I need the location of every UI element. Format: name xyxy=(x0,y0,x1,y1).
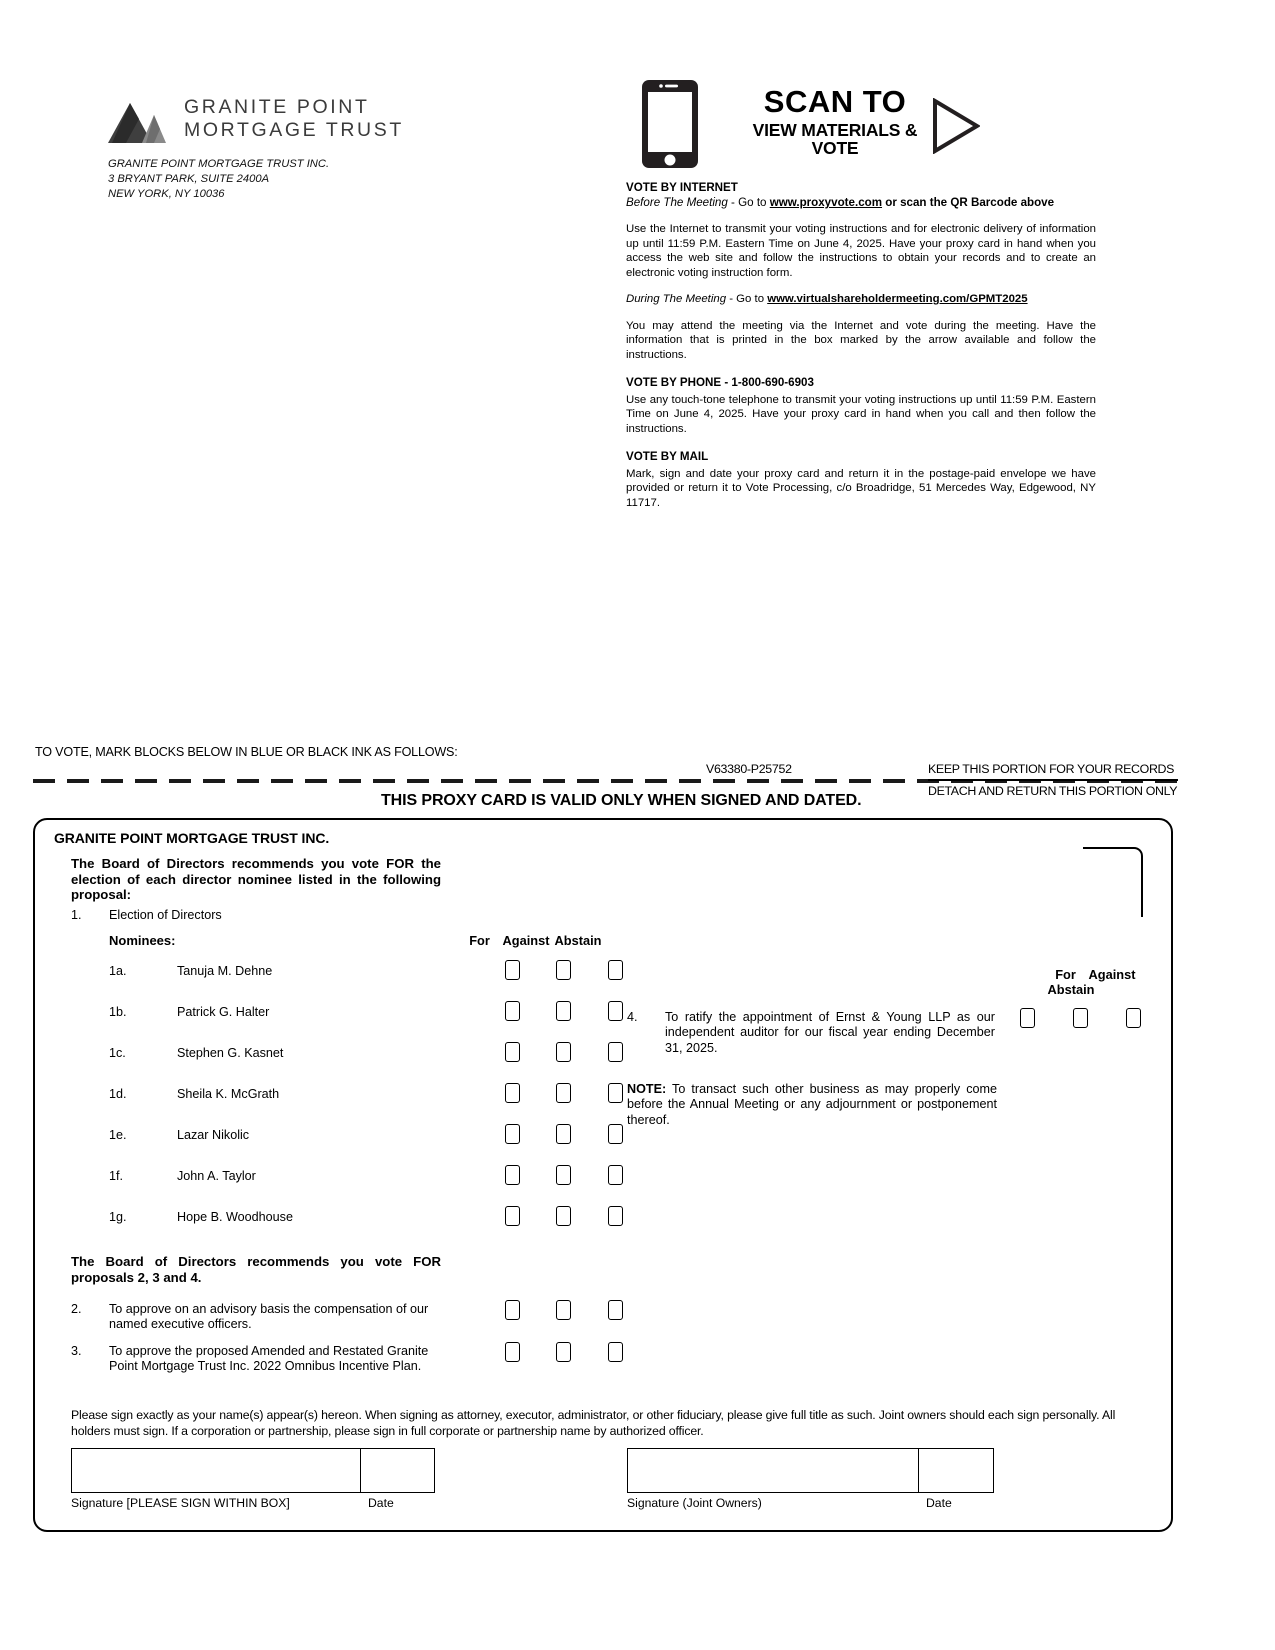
vote-boxes xyxy=(505,1124,623,1149)
nominee-key: 1b. xyxy=(109,1005,127,1019)
control-number: V63380-P25752 xyxy=(706,762,792,776)
mountain-logo-icon xyxy=(108,95,170,143)
company-logo-block xyxy=(108,95,528,202)
signature-joint-label: Signature (Joint Owners) xyxy=(627,1496,762,1510)
proxyvote-url-link[interactable]: www.proxyvote.com xyxy=(769,196,883,210)
vote-checkbox-for[interactable] xyxy=(505,1124,520,1144)
triangle-arrow-icon xyxy=(932,98,980,154)
nominee-name: Stephen G. Kasnet xyxy=(177,1046,284,1060)
proposal-4-number: 4. xyxy=(627,1010,638,1024)
note-text-block xyxy=(627,1082,997,1128)
proposal-2-text: To approve on an advisory basis the compensation of our named executive officers. xyxy=(109,1302,429,1332)
vote-by-mail-heading: VOTE BY MAIL xyxy=(626,450,709,464)
table-row xyxy=(109,1042,669,1083)
during-meeting-body: You may attend the meeting via the Internet and vote during the meeting. Have the information that is printed in the box marked by the arrow available and follow the instructions. xyxy=(626,319,1096,361)
note-text: To transact such other business as may properly come before the Annual Meeting or any adjournment or postponement thereof. xyxy=(627,1082,997,1127)
signature-field[interactable] xyxy=(71,1448,361,1493)
during-meeting-line xyxy=(626,292,1096,306)
scan-to-title: SCAN TO xyxy=(763,84,907,119)
keep-portion-label: KEEP THIS PORTION FOR YOUR RECORDS xyxy=(928,762,1175,776)
vote-checkbox-against[interactable] xyxy=(556,1165,571,1185)
table-row xyxy=(109,1206,669,1247)
before-meeting-suffix: or scan the QR Barcode above xyxy=(882,196,1055,210)
signature-labels xyxy=(627,1496,994,1512)
vote-checkbox-against[interactable] xyxy=(556,1001,571,1021)
vote-by-phone-heading: VOTE BY PHONE - 1-800-690-6903 xyxy=(626,376,814,389)
during-meeting-label: During The Meeting xyxy=(626,293,727,306)
table-row xyxy=(109,1165,669,1206)
column-header-abstain: Abstain xyxy=(554,933,602,948)
mobile-phone-icon xyxy=(640,78,700,170)
nominee-name: Tanuja M. Dehne xyxy=(177,964,273,978)
column-header-for: For xyxy=(469,933,490,948)
date-label: Date xyxy=(368,1496,394,1510)
vote-checkbox-abstain[interactable] xyxy=(608,1042,623,1062)
vote-checkbox-abstain[interactable] xyxy=(608,1001,623,1021)
vote-checkbox-for[interactable] xyxy=(505,960,520,980)
proposal-3-text: To approve the proposed Amended and Restated Granite Point Mortgage Trust Inc. 2022 Omnibus Incentive Plan. xyxy=(109,1344,429,1374)
vote-checkbox-for[interactable] xyxy=(505,1165,520,1185)
nominee-key: 1e. xyxy=(109,1128,127,1142)
mail-instructions-body: Mark, sign and date your proxy card and return it in the postage-paid envelope we have provided or return it to Vote Processing, c/o Broadridge, 51 Mercedes Way, Edgewood, NY 11717. xyxy=(626,467,1096,509)
vote-checkbox-abstain[interactable] xyxy=(1126,1008,1141,1028)
vote-checkbox-abstain[interactable] xyxy=(608,1300,623,1320)
signature-label: Signature [PLEASE SIGN WITHIN BOX] xyxy=(71,1496,290,1510)
scan-banner-text xyxy=(740,86,930,157)
vote-checkbox-against[interactable] xyxy=(556,1042,571,1062)
column-header-abstain: Abstain xyxy=(1047,982,1095,997)
nominee-key: 1g. xyxy=(109,1210,127,1224)
vote-checkbox-against[interactable] xyxy=(556,1300,571,1320)
vote-boxes xyxy=(505,1342,623,1367)
proxy-card xyxy=(33,818,1173,1532)
vote-checkbox-abstain[interactable] xyxy=(608,960,623,980)
vote-checkbox-for[interactable] xyxy=(505,1042,520,1062)
date-field[interactable] xyxy=(360,1448,435,1493)
vote-checkbox-for[interactable] xyxy=(505,1083,520,1103)
nominee-name: Patrick G. Halter xyxy=(177,1005,270,1019)
vote-boxes xyxy=(505,1206,623,1231)
detach-portion-label: DETACH AND RETURN THIS PORTION ONLY xyxy=(928,784,1178,798)
vote-column-headers-right xyxy=(1045,967,1171,997)
logo-line-2: MORTGAGE TRUST xyxy=(184,119,404,141)
vote-boxes xyxy=(505,1300,623,1325)
date-joint-label: Date xyxy=(926,1496,952,1510)
vote-by-internet-heading: VOTE BY INTERNET xyxy=(626,181,738,194)
proposal-4-text: To ratify the appointment of Ernst & Young LLP as our independent auditor for our fiscal year ending December 31, 2025. xyxy=(665,1010,995,1055)
note-label: NOTE: xyxy=(627,1082,667,1096)
column-header-against: Against xyxy=(1088,967,1136,982)
nominees-label: Nominees: xyxy=(109,933,176,948)
nominee-name: Hope B. Woodhouse xyxy=(177,1210,293,1224)
column-header-for: For xyxy=(1055,967,1076,982)
proposal-1-title: Election of Directors xyxy=(109,908,222,922)
proposal-2-number: 2. xyxy=(71,1302,82,1316)
during-meeting-goto: - Go to xyxy=(726,293,768,306)
nominee-key: 1c. xyxy=(109,1046,126,1060)
vote-checkbox-abstain[interactable] xyxy=(608,1165,623,1185)
vote-checkbox-abstain[interactable] xyxy=(608,1206,623,1226)
proposal-3-number: 3. xyxy=(71,1344,82,1358)
vote-boxes xyxy=(1020,1008,1141,1033)
scan-to-vote-banner xyxy=(640,78,980,170)
logo-wordmark xyxy=(184,96,404,142)
vote-boxes xyxy=(505,1083,623,1108)
vote-boxes xyxy=(505,1001,623,1026)
mark-blocks-instruction: TO VOTE, MARK BLOCKS BELOW IN BLUE OR BLACK INK AS FOLLOWS: xyxy=(35,745,458,759)
signature-group-primary xyxy=(71,1448,435,1512)
before-meeting-label: Before The Meeting xyxy=(626,196,728,210)
scan-to-subtitle: VIEW MATERIALS & VOTE xyxy=(752,120,918,158)
nominee-key: 1d. xyxy=(109,1087,127,1101)
vote-checkbox-for[interactable] xyxy=(505,1300,520,1320)
board-recommendation-1: The Board of Directors recommends you vote FOR the election of each director nominee listed in the following proposal: xyxy=(71,856,441,903)
vote-checkbox-against[interactable] xyxy=(1073,1008,1088,1028)
column-header-against: Against xyxy=(502,933,550,948)
vote-checkbox-against[interactable] xyxy=(556,1083,571,1103)
logo-line-1: GRANITE POINT xyxy=(184,96,370,118)
vote-column-headers-left xyxy=(459,933,604,948)
vote-checkbox-for[interactable] xyxy=(1020,1008,1035,1028)
vote-boxes xyxy=(505,960,623,985)
vote-checkbox-for[interactable] xyxy=(505,1001,520,1021)
logo-row xyxy=(108,95,528,143)
virtual-meeting-url-link[interactable]: www.virtualshareholdermeeting.com/GPMT2025 xyxy=(767,293,1028,306)
before-meeting-line xyxy=(626,195,1096,210)
vote-checkbox-against[interactable] xyxy=(556,960,571,980)
table-row xyxy=(109,960,669,1001)
vote-checkbox-abstain[interactable] xyxy=(608,1342,623,1362)
vote-boxes xyxy=(505,1042,623,1067)
vote-checkbox-against[interactable] xyxy=(556,1206,571,1226)
signature-joint-field[interactable] xyxy=(627,1448,919,1493)
nominee-key: 1f. xyxy=(109,1169,124,1183)
vote-checkbox-against[interactable] xyxy=(556,1124,571,1144)
signature-group-joint xyxy=(627,1448,994,1512)
proposal-1-number: 1. xyxy=(71,908,82,922)
vote-boxes xyxy=(505,1165,623,1190)
card-company-name: GRANITE POINT MORTGAGE TRUST INC. xyxy=(54,830,330,846)
address-line-1: GRANITE POINT MORTGAGE TRUST INC. xyxy=(108,158,330,170)
proxy-card-valid-title: THIS PROXY CARD IS VALID ONLY WHEN SIGNED AND DATED. xyxy=(381,792,862,809)
control-number-box-corner-marker xyxy=(1083,847,1143,917)
before-meeting-goto: - Go to xyxy=(727,196,770,210)
date-joint-field[interactable] xyxy=(918,1448,994,1493)
vote-checkbox-abstain[interactable] xyxy=(608,1124,623,1144)
table-row xyxy=(109,1001,669,1042)
proposal-1 xyxy=(71,908,491,922)
nominee-name: Lazar Nikolic xyxy=(177,1128,250,1142)
vote-checkbox-for[interactable] xyxy=(505,1342,520,1362)
signature-instruction: Please sign exactly as your name(s) appear(s) hereon. When signing as attorney, executor, administrator, or other fiduciary, please give full title as such. Joint owners should each sign personally. All holders must sign. If a corporation or partnership, please sign in full corporate or partnership name by authorized officer. xyxy=(71,1408,1116,1438)
voting-instructions xyxy=(626,180,1096,510)
vote-checkbox-against[interactable] xyxy=(556,1342,571,1362)
signature-labels xyxy=(71,1496,435,1512)
address-line-3: NEW YORK, NY 10036 xyxy=(108,187,225,200)
company-address xyxy=(108,157,528,202)
vote-checkbox-abstain[interactable] xyxy=(608,1083,623,1103)
address-line-2: 3 BRYANT PARK, SUITE 2400A xyxy=(108,172,270,185)
nominee-key: 1a. xyxy=(109,964,127,978)
header-section xyxy=(0,0,1275,740)
board-recommendation-2: The Board of Directors recommends you vote FOR proposals 2, 3 and 4. xyxy=(71,1254,441,1285)
phone-instructions-body: Use any touch-tone telephone to transmit your voting instructions up until 11:59 P.M. Eastern Time on June 4, 2025. Have your proxy card in hand when you call and then follow the instructions. xyxy=(626,393,1096,435)
vote-checkbox-for[interactable] xyxy=(505,1206,520,1226)
internet-instructions-body: Use the Internet to transmit your voting instructions and for electronic delivery of information up until 11:59 P.M. Eastern Time on June 4, 2025. Have your proxy card in hand when you access the web site and follow the instructions to obtain your records and to create an electronic voting instruction form. xyxy=(626,223,1096,279)
keep-portion-underline xyxy=(928,779,1178,781)
nominee-name: Sheila K. McGrath xyxy=(177,1087,280,1101)
nominee-name: John A. Taylor xyxy=(177,1169,256,1183)
table-row xyxy=(109,1124,669,1165)
table-row xyxy=(109,1083,669,1124)
